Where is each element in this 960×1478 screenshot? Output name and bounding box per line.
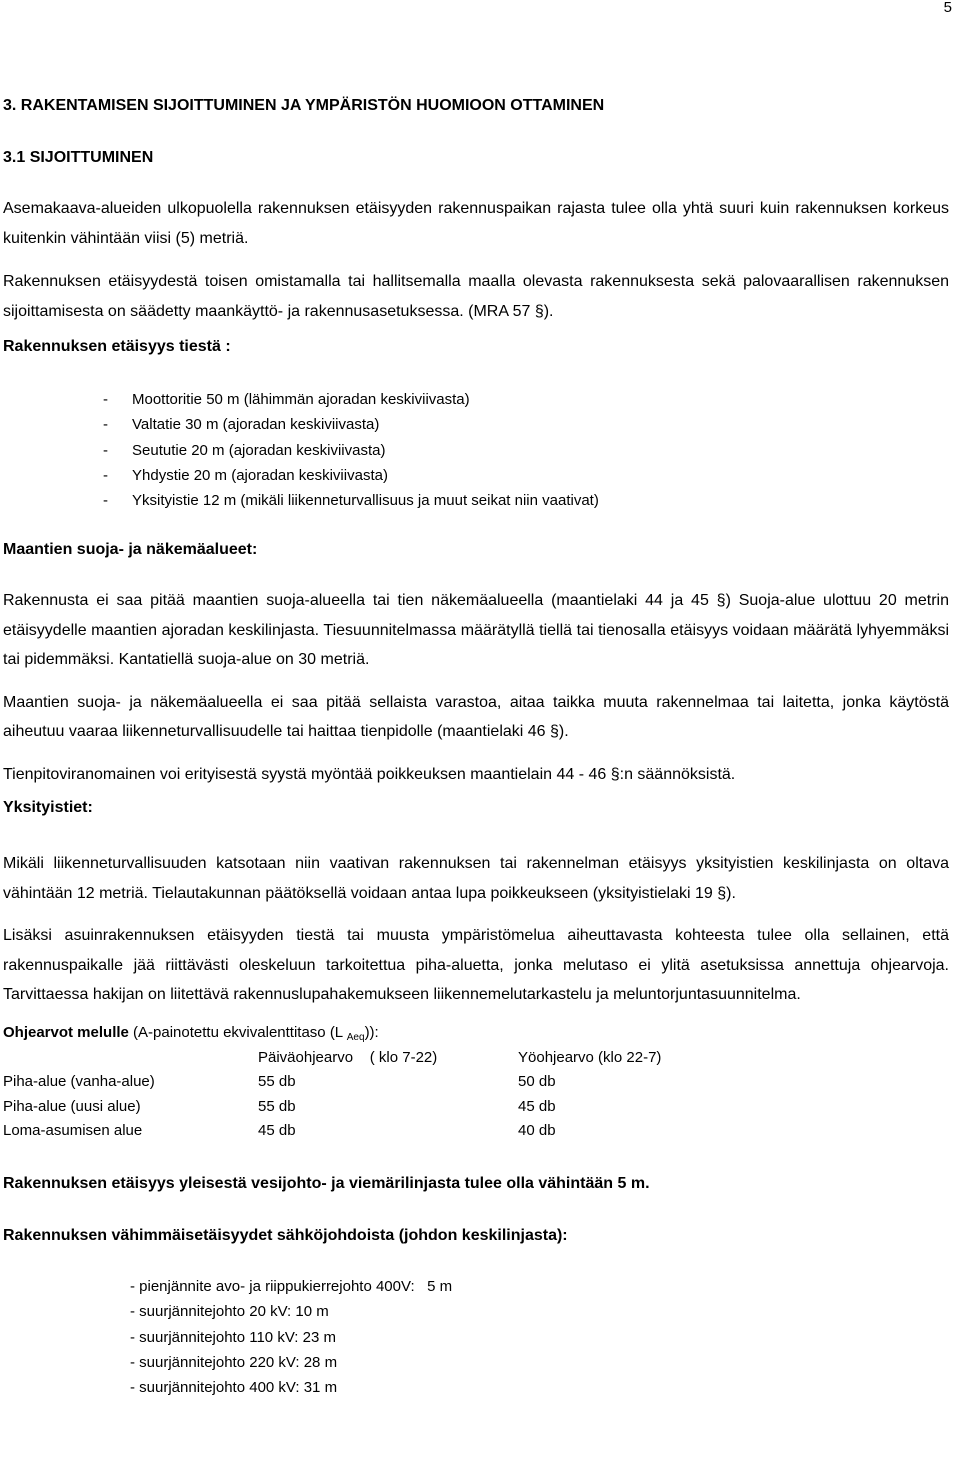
list-item: - Valtatie 30 m (ajoradan keskiviivasta) xyxy=(103,416,380,434)
table-row: Piha-alue (uusi alue) 55 db 45 db xyxy=(3,1097,556,1115)
noise-guideline-table xyxy=(3,1049,758,1147)
road-distance-heading: Rakennuksen etäisyys tiestä : xyxy=(3,338,231,355)
subsection-title: 3.1 SIJOITTUMINEN xyxy=(3,149,154,166)
power-line-heading: Rakennuksen vähimmäisetäisyydet sähköjohdoista (johdon keskilinjasta): xyxy=(3,1226,568,1244)
noise-guideline-title: Ohjearvot melulle (A-painotettu ekvivalenttitaso (L $_{Aeq}$)): xyxy=(3,1023,379,1043)
list-item: - suurjännitejohto 110 kV: 23 m xyxy=(130,1328,336,1346)
paragraph-exception: Tienpitoviranomainen voi erityisestä syystä myöntää poikkeuksen maantielain 44 - 46 §:n säännöksistä. xyxy=(3,765,736,783)
table-row: Piha-alue (vanha-alue) 55 db 50 db xyxy=(3,1073,556,1091)
paragraph-storage-restriction: Maantien suoja- ja näkemäalueella ei saa pitää sellaista varastoa, aitaa taikka muuta rakennelmaa tai laitetta, jonka käytöstä aiheutuu vaaraa liikenneturvallisuudelle tai haittaa tienpidolle (maantielaki 46 §). xyxy=(3,693,949,741)
list-item: - Moottoritie 50 m (lähimmän ajoradan keskiviivasta) xyxy=(103,391,470,408)
paragraph-neighbour-distance: Rakennuksen etäisyydestä toisen omistamalla tai hallitsemalla maalla olevasta rakennuksesta sekä palovaarallisen rakennuksen sijoittamisesta on säädetty maankäyttö- ja rakennusasetuksessa. (MRA 57 §). xyxy=(3,273,949,320)
private-roads-heading: Yksityistiet: xyxy=(3,799,93,817)
water-line-distance: Rakennuksen etäisyys yleisestä vesijohto- ja viemärilinjasta tulee olla vähintään 5 m. xyxy=(3,1174,650,1192)
list-item: - suurjännitejohto 220 kV: 28 m xyxy=(130,1353,338,1371)
protection-area-heading: Maantien suoja- ja näkemäalueet: xyxy=(3,541,258,559)
document-body xyxy=(3,95,949,1400)
column-header-day: Päiväohjearvo ( klo 7-22) xyxy=(258,1048,438,1066)
list-item: - Yhdystie 20 m (ajoradan keskiviivasta) xyxy=(103,466,388,484)
section-title: 3. RAKENTAMISEN SIJOITTUMINEN JA YMPÄRISTÖN HUOMIOON OTTAMINEN xyxy=(3,97,605,114)
list-item: - Seututie 20 m (ajoradan keskiviivasta) xyxy=(103,441,386,459)
list-item: - Yksityistie 12 m (mikäli liikenneturvallisuus ja muut seikat niin vaativat) xyxy=(103,492,599,510)
road-distance-list xyxy=(3,387,949,513)
page-number: 5 xyxy=(943,0,952,16)
list-item: - suurjännitejohto 20 kV: 10 m xyxy=(130,1303,329,1321)
paragraph-private-road-distance: Mikäli liikenneturvallisuuden katsotaan niin vaativan rakennuksen tai rakennelman etäisyys yksityistien keskilinjasta on oltava vähintään 12 metriä. Tielautakunnan päätöksellä voidaan antaa lupa poikkeukseen (yksityistielaki 19 §). xyxy=(3,855,949,902)
list-item: - pienjännite avo- ja riippukierrejohto 400V: 5 m xyxy=(130,1277,453,1295)
paragraph-noise: Lisäksi asuinrakennuksen etäisyyden tiestä tai muusta ympäristömelua aiheuttavasta kohteesta tulee olla sellainen, että rakennuspaikalle jää riittävästi oleskeluun tarkoitettua piha-aluetta, jonka melutaso ei ylitä asetuksissa annettuja ohjearvoja. Tarvittaessa hakijan on liitettävä rakennuslupahakemukseen liikennemelutarkastelu ja meluntorjuntasuunnitelma. xyxy=(3,927,949,1004)
table-header-row xyxy=(3,1049,758,1074)
power-line-list xyxy=(3,1274,949,1400)
table-row: Loma-asumisen alue 45 db 40 db xyxy=(3,1122,556,1140)
paragraph-protection-area: Rakennusta ei saa pitää maantien suoja-alueella tai tien näkemäalueella (maantielaki 44 ja 45 §) Suoja-alue ulottuu 20 metrin etäisyydelle maantien ajoradan keskilinjasta. Tiesuunnitelmassa määrätyllä tiellä tai tienosalla etäisyys voidaan määrätä lyhyemmäksi tai pidemmäksi. Kantatiellä suoja-alue on 30 metriä. xyxy=(3,592,949,669)
column-header-night: Yöohjearvo (klo 22-7) xyxy=(518,1048,662,1066)
paragraph-boundary-distance: Asemakaava-alueiden ulkopuolella rakennuksen etäisyyden rakennuspaikan rajasta tulee olla yhtä suuri kuin rakennuksen korkeus kuitenkin vähintään viisi (5) metriä. xyxy=(3,200,949,247)
list-item: - suurjännitejohto 400 kV: 31 m xyxy=(130,1379,338,1397)
